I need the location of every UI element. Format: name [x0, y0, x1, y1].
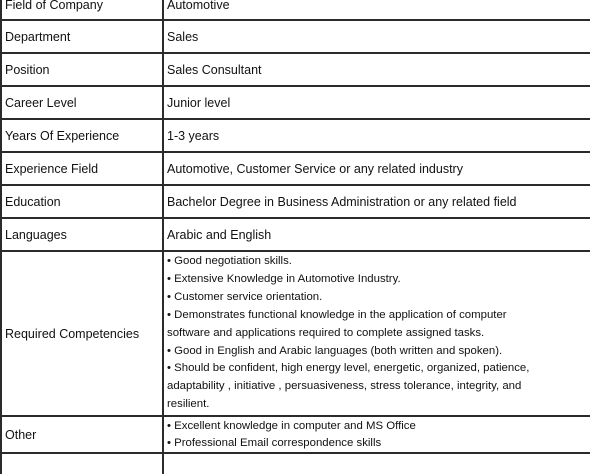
table-row-years-of-experience: [1, 119, 590, 152]
table-row-department: [1, 20, 590, 53]
row-value: [163, 416, 590, 453]
row-label: Position: [1, 53, 163, 86]
row-value-empty: [163, 453, 590, 474]
other-list: [167, 417, 589, 452]
row-value: Bachelor Degree in Business Administration or any related field: [163, 185, 590, 218]
row-value: Sales Consultant: [163, 53, 590, 86]
row-label: Other: [1, 416, 163, 453]
competency-line: • Extensive Knowledge in Automotive Industry.: [167, 272, 401, 285]
table-row-languages: [1, 218, 590, 251]
competency-line: adaptability , initiative , persuasiveness, stress tolerance, integrity, and: [167, 380, 522, 393]
row-value: Automotive, Customer Service or any related industry: [163, 152, 590, 185]
table-row-career-level: [1, 86, 590, 119]
competency-line: resilient.: [167, 398, 210, 411]
row-label: Required Competencies: [1, 251, 163, 416]
row-value: Junior level: [163, 86, 590, 119]
table-row-empty: [1, 453, 590, 474]
row-value: 1-3 years: [163, 119, 590, 152]
table-row-experience-field: [1, 152, 590, 185]
other-line: • Professional Email correspondence skills: [167, 436, 382, 449]
row-label: Education: [1, 185, 163, 218]
row-label: Experience Field: [1, 152, 163, 185]
table-row-field-of-company: [1, 0, 590, 20]
table-row-other: [1, 416, 590, 453]
row-label: Department: [1, 20, 163, 53]
row-label-empty: [1, 453, 163, 474]
competency-line: software and applications required to complete assigned tasks.: [167, 326, 485, 339]
row-value: Sales: [163, 20, 590, 53]
row-value: [163, 251, 590, 416]
row-label: Languages: [1, 218, 163, 251]
other-line: • Excellent knowledge in computer and MS Office: [167, 420, 416, 433]
row-label: Years Of Experience: [1, 119, 163, 152]
competency-line: • Should be confident, high energy level, energetic, organized, patience,: [167, 362, 530, 375]
competency-line: • Good in English and Arabic languages (both written and spoken).: [167, 344, 503, 357]
competency-line: • Customer service orientation.: [167, 290, 323, 303]
competency-line: • Demonstrates functional knowledge in the application of computer: [167, 308, 507, 321]
row-value: Arabic and English: [163, 218, 590, 251]
row-value: Automotive: [163, 0, 590, 20]
table-row-education: [1, 185, 590, 218]
competencies-list: [167, 252, 589, 415]
competency-line: • Good negotiation skills.: [167, 255, 292, 267]
table-row-position: [1, 53, 590, 86]
row-label: Field of Company: [1, 0, 163, 20]
row-label: Career Level: [1, 86, 163, 119]
table-row-required-competencies: [1, 251, 590, 416]
